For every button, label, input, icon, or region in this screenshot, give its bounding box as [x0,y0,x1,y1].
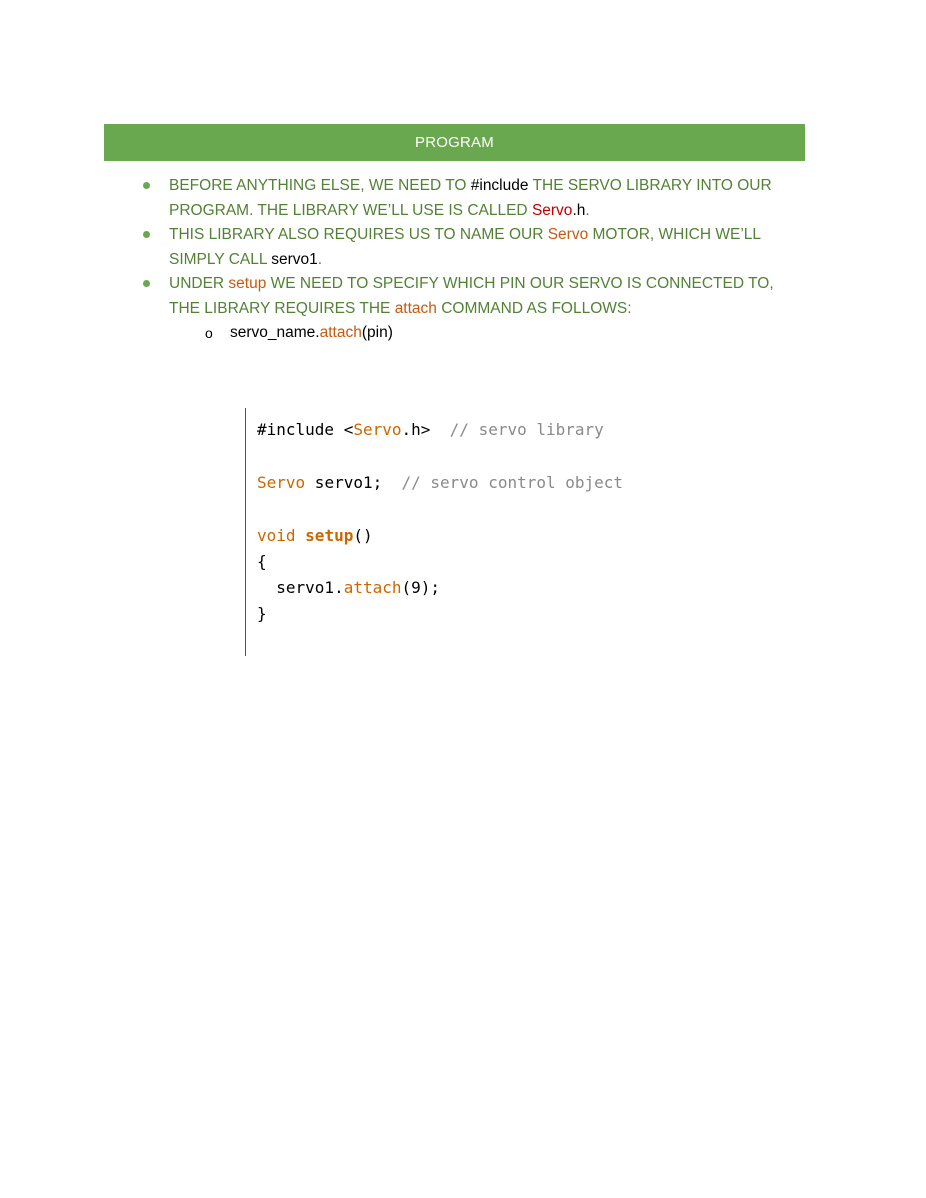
code-keyword: void [257,526,296,545]
code-line [257,578,440,598]
keyword-attach: attach [394,299,437,317]
bullet-text: . [585,201,590,219]
keyword-servo1: servo1 [271,250,318,268]
code-keyword: attach [343,578,402,597]
list-item [143,223,803,272]
code-keyword: setup [305,526,354,545]
bullet-text: UNDER [169,275,229,292]
code-comment: // servo library [449,420,604,439]
section-header-bar [104,124,805,161]
sub-bullet-marker: o [205,325,213,341]
syntax-text: (pin) [361,324,393,341]
code-keyword: Servo [353,420,402,439]
code-token: .h> [401,420,450,439]
code-token: (9); [401,578,441,597]
bullet-text: . [317,250,323,268]
list-item [143,272,803,346]
code-comment: // servo control object [401,473,624,492]
bullet-text: THIS LIBRARY ALSO REQUIRES US TO NAME OUR [169,226,548,243]
section-title: PROGRAM [415,134,494,151]
code-token [296,526,306,545]
bullet-icon [143,280,150,287]
keyword-include: #include [470,177,529,194]
bullet-icon [143,182,150,189]
code-line [257,420,604,440]
sub-list [169,321,803,346]
keyword-h-extension: .h [572,201,586,219]
code-token: servo1; [305,473,402,492]
sub-list-item [205,321,803,346]
code-line: { [257,552,267,571]
code-token: () [353,526,373,545]
code-line [257,473,623,493]
syntax-text: servo_name. [230,324,320,341]
keyword-servo: Servo [547,226,589,243]
keyword-attach: attach [319,324,362,341]
code-line [257,526,373,546]
bullet-text: WE NEED TO SPECIFY WHICH PIN OUR SERVO IS CONNECTED TO, THE LIBRARY REQUIRES THE [169,275,774,317]
code-token: #include < [257,420,354,439]
code-snippet [245,408,686,656]
bullet-text: COMMAND AS FOLLOWS: [436,299,632,317]
code-line: } [257,604,267,623]
bullet-icon [143,231,150,238]
keyword-setup: setup [228,275,267,292]
code-token: servo1. [257,578,344,597]
bullet-text: THE SERVO LIBRARY INTO OUR PROGRAM. THE LIBRARY WE’LL USE IS CALLED [169,177,772,219]
instruction-list [143,174,803,346]
keyword-servo: Servo [531,201,573,219]
list-item [143,174,803,223]
bullet-text: BEFORE ANYTHING ELSE, WE NEED TO [169,177,471,194]
bullet-text: MOTOR, WHICH WE’LL SIMPLY CALL [169,226,761,268]
code-keyword: Servo [257,473,306,492]
